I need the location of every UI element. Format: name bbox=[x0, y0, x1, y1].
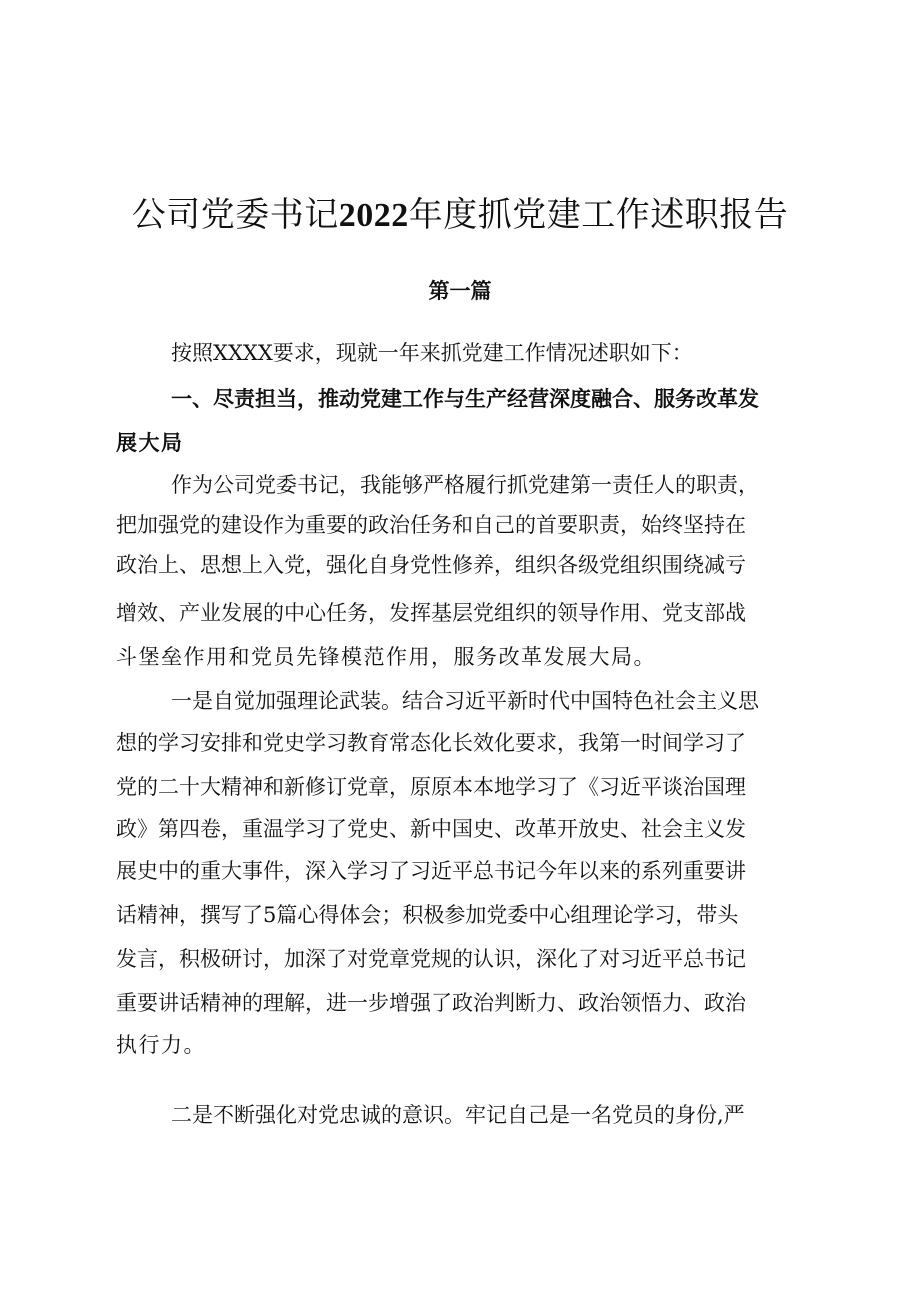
para2-line: 话精神，撰写了5篇心得体会；积极参加党委中心组理论学习，带头 bbox=[116, 903, 739, 927]
document-title bbox=[0, 190, 920, 241]
para1-line: 把加强党的建设作为重要的政治任务和自己的首要职责，始终坚持在 bbox=[116, 513, 746, 537]
para1-line: 政治上、思想上入党，强化自身党性修养，组织各级党组织围绕减亏 bbox=[116, 553, 746, 577]
title-prefix: 公司党委书记 bbox=[131, 195, 339, 235]
title-suffix: 年度抓党建工作述职报告 bbox=[408, 195, 789, 235]
para2-line: 发言，积极研讨，加深了对党章党规的认识，深化了对习近平总书记 bbox=[116, 947, 746, 971]
para1-line: 斗堡垒作用和党员先锋模范作用，服务改革发展大局。 bbox=[116, 645, 656, 669]
para1-line: 增效、产业发展的中心任务，发挥基层党组织的领导作用、党支部战 bbox=[116, 601, 746, 625]
document-subtitle: 第一篇 bbox=[428, 279, 492, 303]
section-heading-line-1: 一、尽责担当，推动党建工作与生产经营深度融合、服务改革发 bbox=[171, 387, 759, 411]
para2-line: 想的学习安排和党史学习教育常态化长效化要求，我第一时间学习了 bbox=[116, 731, 746, 755]
para2-line: 政》第四卷，重温学习了党史、新中国史、改革开放史、社会主义发 bbox=[116, 817, 746, 841]
para2-line: 展史中的重大事件，深入学习了习近平总书记今年以来的系列重要讲 bbox=[116, 859, 746, 883]
para2-line: 一是自觉加强理论武装。结合习近平新时代中国特色社会主义思 bbox=[171, 689, 759, 713]
para2-line: 重要讲话精神的理解，进一步增强了政治判断力、政治领悟力、政治 bbox=[116, 991, 746, 1015]
para3-line: 二是不断强化对党忠诚的意识。牢记自己是一名党员的身份,严 bbox=[171, 1103, 745, 1127]
para1-line: 作为公司党委书记，我能够严格履行抓党建第一责任人的职责， bbox=[171, 473, 759, 497]
title-year: 2022 bbox=[338, 197, 409, 234]
section-heading-line-2: 展大局 bbox=[116, 431, 184, 455]
para2-line: 执行力。 bbox=[116, 1033, 206, 1057]
para2-line: 党的二十大精神和新修订党章，原原本本地学习了《习近平谈治国理 bbox=[116, 775, 746, 799]
intro-paragraph: 按照XXXX要求，现就一年来抓党建工作情况述职如下： bbox=[171, 341, 693, 365]
